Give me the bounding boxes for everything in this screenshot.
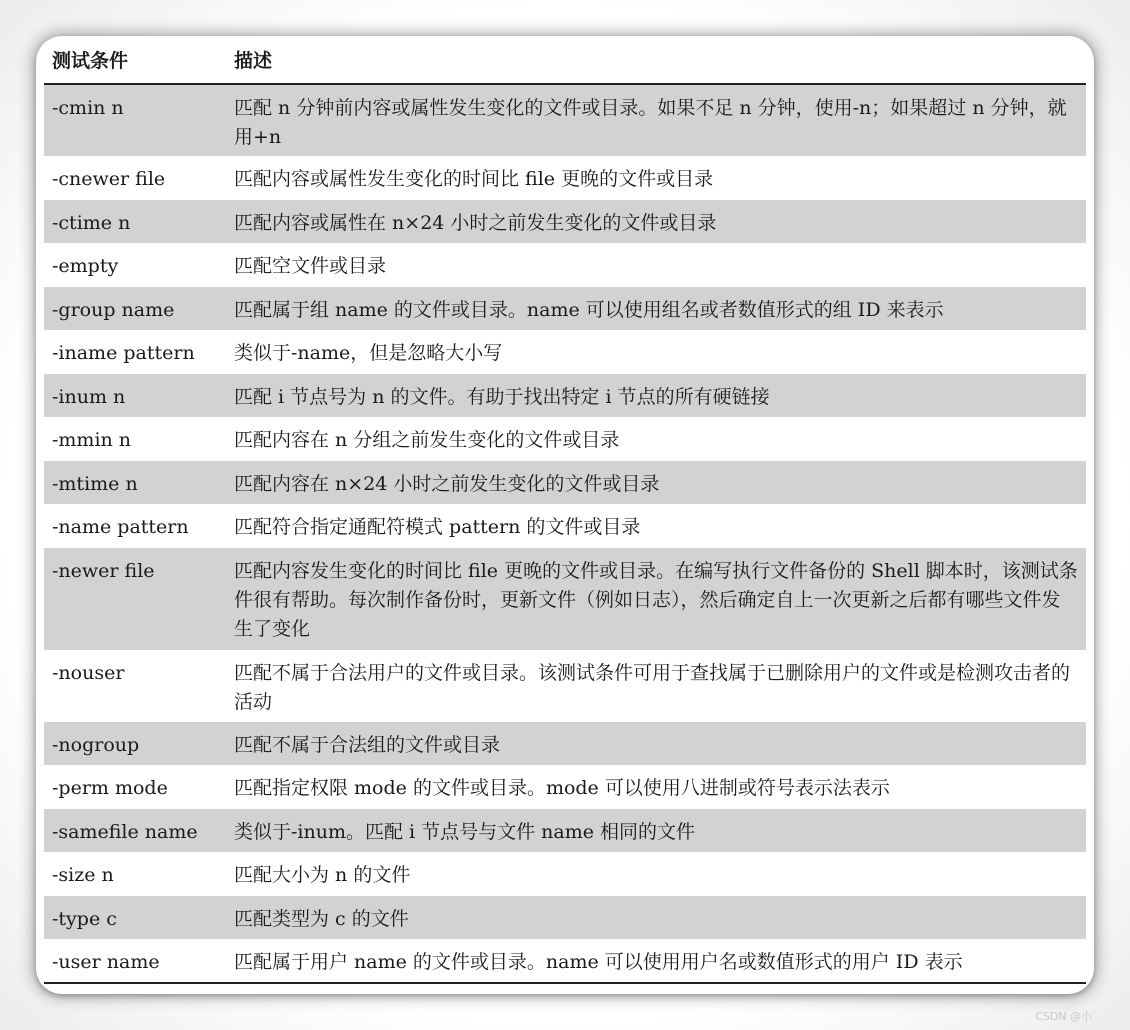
condition-cell: -iname pattern (44, 330, 226, 374)
description-cell: 类似于-inum。匹配 i 节点号与文件 name 相同的文件 (226, 809, 1086, 853)
condition-cell: -inum n (44, 374, 226, 418)
header-row (44, 36, 1086, 84)
description-cell: 匹配大小为 n 的文件 (226, 852, 1086, 896)
table-row (44, 504, 1086, 548)
table-card (36, 36, 1094, 994)
description-cell: 匹配符合指定通配符模式 pattern 的文件或目录 (226, 504, 1086, 548)
table-row (44, 461, 1086, 505)
table-row (44, 243, 1086, 287)
condition-cell: -user name (44, 939, 226, 983)
condition-cell: -name pattern (44, 504, 226, 548)
table-row (44, 200, 1086, 244)
condition-cell: -newer file (44, 548, 226, 650)
test-conditions-table (44, 36, 1086, 984)
condition-cell: -cnewer file (44, 156, 226, 200)
description-cell: 匹配指定权限 mode 的文件或目录。mode 可以使用八进制或符号表示法表示 (226, 765, 1086, 809)
table-header (44, 36, 1086, 84)
description-cell: 匹配 i 节点号为 n 的文件。有助于找出特定 i 节点的所有硬链接 (226, 374, 1086, 418)
table-row (44, 330, 1086, 374)
table-row (44, 84, 1086, 156)
table-row (44, 765, 1086, 809)
condition-cell: -nogroup (44, 722, 226, 766)
description-cell: 匹配内容或属性发生变化的时间比 file 更晚的文件或目录 (226, 156, 1086, 200)
table-row (44, 374, 1086, 418)
description-cell: 匹配不属于合法用户的文件或目录。该测试条件可用于查找属于已删除用户的文件或是检测攻击者的活动 (226, 650, 1086, 722)
condition-cell: -size n (44, 852, 226, 896)
condition-cell: -nouser (44, 650, 226, 722)
description-cell: 匹配内容在 n 分组之前发生变化的文件或目录 (226, 417, 1086, 461)
table-row (44, 650, 1086, 722)
condition-cell: -empty (44, 243, 226, 287)
table-row (44, 939, 1086, 983)
watermark: CSDN @小 (1035, 1010, 1092, 1023)
description-cell: 匹配内容在 n×24 小时之前发生变化的文件或目录 (226, 461, 1086, 505)
condition-cell: -perm mode (44, 765, 226, 809)
condition-cell: -samefile name (44, 809, 226, 853)
condition-cell: -group name (44, 287, 226, 331)
condition-cell: -ctime n (44, 200, 226, 244)
description-cell: 匹配属于用户 name 的文件或目录。name 可以使用用户名或数值形式的用户 ID 表示 (226, 939, 1086, 983)
description-cell: 匹配 n 分钟前内容或属性发生变化的文件或目录。如果不足 n 分钟，使用-n；如果超过 n 分钟，就用+n (226, 84, 1086, 156)
header-description: 描述 (226, 36, 1086, 84)
table-row (44, 548, 1086, 650)
table-row (44, 722, 1086, 766)
header-condition: 测试条件 (44, 36, 226, 84)
table-row (44, 809, 1086, 853)
table-row (44, 287, 1086, 331)
table-row (44, 896, 1086, 940)
table-body (44, 84, 1086, 983)
description-cell: 匹配不属于合法组的文件或目录 (226, 722, 1086, 766)
description-cell: 类似于-name，但是忽略大小写 (226, 330, 1086, 374)
table-row (44, 852, 1086, 896)
table-row (44, 156, 1086, 200)
description-cell: 匹配内容发生变化的时间比 file 更晚的文件或目录。在编写执行文件备份的 Shell 脚本时，该测试条件很有帮助。每次制作备份时，更新文件（例如日志），然后确定自上一次更新之后都有哪些文件发生了变化 (226, 548, 1086, 650)
table-row (44, 417, 1086, 461)
condition-cell: -type c (44, 896, 226, 940)
condition-cell: -cmin n (44, 84, 226, 156)
condition-cell: -mmin n (44, 417, 226, 461)
description-cell: 匹配空文件或目录 (226, 243, 1086, 287)
description-cell: 匹配属于组 name 的文件或目录。name 可以使用组名或者数值形式的组 ID 来表示 (226, 287, 1086, 331)
description-cell: 匹配内容或属性在 n×24 小时之前发生变化的文件或目录 (226, 200, 1086, 244)
description-cell: 匹配类型为 c 的文件 (226, 896, 1086, 940)
condition-cell: -mtime n (44, 461, 226, 505)
